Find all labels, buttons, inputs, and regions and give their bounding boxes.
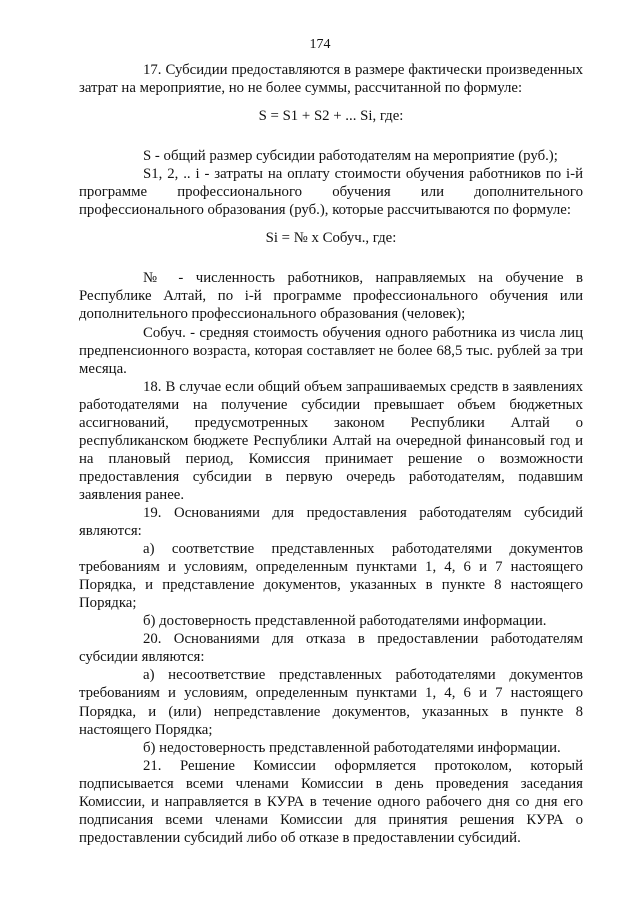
paragraph-19: 19. Основаниями для предоставления работодателям субсидий являются: [79, 504, 583, 540]
definition-si: S1, 2, .. i - затраты на оплату стоимости обучения работников по i-й программе профессионального обучения или дополнительного профессионального образования (руб.), которые рассчитываются по формуле: [79, 166, 583, 219]
paragraph-17: 17. Субсидии предоставляются в размере фактически произведенных затрат на мероприятие, но не более суммы, рассчитанной по формуле: [79, 62, 583, 97]
paragraph-18: 18. В случае если общий объем запрашиваемых средств в заявлениях работодателями на получение субсидии превышает объем бюджетных ассигнований, предусмотренных законом Республики Алтай о республиканском бюджете Республики Алтай на очередной финансовый год и на плановый период, Комиссия принимает решение о возможности предоставления субсидии в первую очередь работодателям, подавшим заявления ранее. [79, 378, 583, 503]
definition-s: S - общий размер субсидии работодателям на мероприятие (руб.); [143, 148, 558, 165]
paragraph-20: 20. Основаниями для отказа в предоставлении работодателям субсидии являются: [79, 631, 583, 666]
formula-total-subsidy: S = S1 + S2 + ... Si, где: [258, 108, 404, 125]
page-number: 174 [309, 37, 331, 52]
paragraph-20b: б) недостоверность представленной работодателями информации. [143, 739, 561, 756]
definition-cost: Собуч. - средняя стоимость обучения одного работника из числа лиц предпенсионного возраста, которая составляет не более 68,5 тыс. рублей за три месяца. [79, 324, 583, 377]
paragraph-19b: б) достоверность представленной работодателями информации. [143, 613, 547, 630]
paragraph-19a: а) соответствие представленных работодателями документов требованиям и условиям, определенным пунктами 1, 4, 6 и 7 настоящего Порядка, и представление документов, указанных в пункте 8 настоящего Порядка; [79, 541, 583, 612]
paragraph-20a: а) несоответствие представленных работодателями документов требованиям и условиям, определенным пунктами 1, 4, 6 и 7 настоящего Порядка, и (или) непредставление документов, указанных в пункте 8 настоящего Порядка; [79, 667, 583, 738]
paragraph-21: 21. Решение Комиссии оформляется протоколом, который подписывается всеми членами Комиссии в день проведения заседания Комиссии, и направляется в КУРА в течение одного рабочего дня со дня его подписания всеми членами Комиссии для принятия решения КУРА о предоставлении субсидий либо об отказе в предоставлении субсидий. [79, 757, 583, 846]
definition-n: № - численность работников, направляемых на обучение в Республике Алтай, по i-й программе профессионального обучения или дополнительного профессионального образования (человек); [79, 270, 583, 323]
formula-si: Si = № x Собуч., где: [265, 230, 397, 247]
document-body [79, 61, 583, 847]
